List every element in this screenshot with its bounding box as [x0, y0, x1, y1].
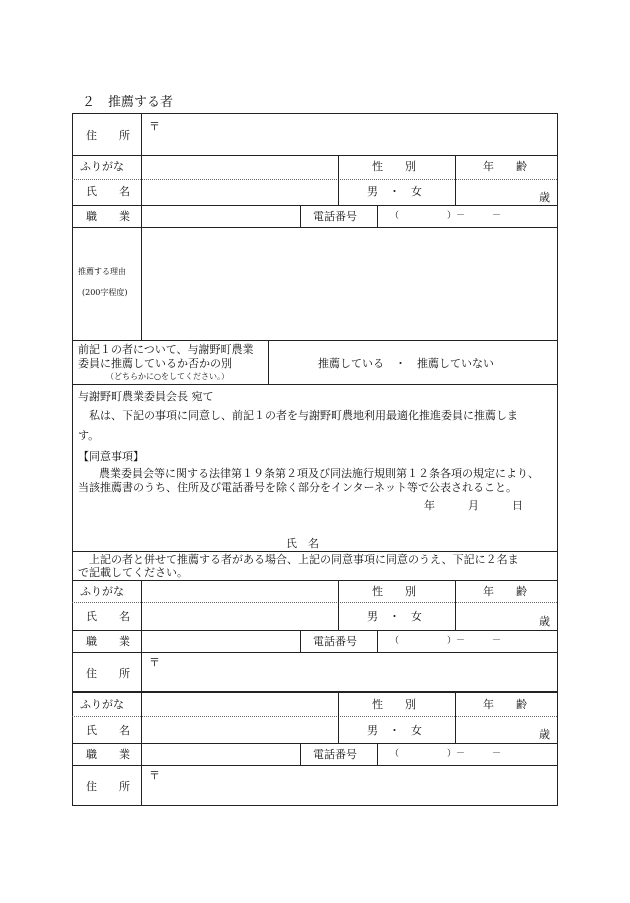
occupation-label: 職 業 — [86, 210, 130, 223]
question-line2: 委員に推薦しているか否かの別 — [78, 357, 232, 370]
phone-label: 電話番号 — [313, 748, 357, 761]
question-note: （どちらかに○をしてください。） — [106, 372, 229, 381]
phone-open: （ — [390, 749, 400, 759]
additional-note-line2: で記載してください。 — [78, 566, 188, 579]
age-label: 年 齢 — [483, 160, 527, 173]
address-field[interactable] — [160, 655, 550, 689]
gender-options[interactable]: 男 ・ 女 — [367, 724, 422, 737]
phone-open: （ — [390, 636, 400, 646]
furigana-label: ふりがな — [80, 698, 124, 711]
consent-line2: 当該推薦書のうち、住所及び電話番号を除く部分をインターネット等で公表されること。 — [78, 481, 518, 494]
occupation-field[interactable] — [143, 632, 299, 651]
recommend-options[interactable]: 推薦している ・ 推薦していない — [318, 357, 494, 370]
address-label: 住 所 — [86, 129, 130, 142]
question-line1: 前記１の者について、与謝野町農業 — [78, 343, 254, 356]
section-title: ２ 推薦する者 — [82, 95, 174, 110]
phone-format[interactable]: ）－ － — [447, 636, 502, 646]
gender-label: 性 別 — [372, 585, 416, 598]
occupation-field[interactable] — [143, 207, 299, 226]
phone-format[interactable]: ）－ － — [447, 211, 502, 221]
addressee: 与謝野町農業委員会長 宛て — [78, 390, 214, 403]
name-field[interactable] — [143, 604, 337, 629]
phone-label: 電話番号 — [313, 210, 357, 223]
statement-line2: す。 — [78, 429, 100, 442]
age-unit: 歳 — [539, 191, 550, 204]
age-label: 年 齢 — [483, 585, 527, 598]
consent-line1: 農業委員会等に関する法律第１９条第２項及び同法施行規則第１２条各項の規定により、 — [99, 467, 539, 480]
consent-heading: 【同意事項】 — [78, 450, 144, 463]
name-label: 氏 名 — [86, 185, 130, 198]
signer-name-label: 氏 名 — [286, 537, 319, 550]
postal-mark: 〒 — [149, 769, 160, 782]
occupation-label: 職 業 — [86, 635, 130, 648]
address-label: 住 所 — [86, 780, 130, 793]
address-field[interactable] — [160, 118, 550, 152]
reason-hint: (200字程度) — [82, 288, 128, 297]
postal-mark: 〒 — [149, 120, 160, 133]
address-label: 住 所 — [86, 667, 130, 680]
occupation-field[interactable] — [143, 745, 299, 764]
address-field[interactable] — [160, 768, 550, 803]
furigana-field[interactable] — [143, 695, 337, 715]
phone-label: 電話番号 — [313, 635, 357, 648]
additional-note-line1: 上記の者と併せて推薦する者がある場合、上記の同意事項に同意のうえ、下記に２名ま — [78, 553, 519, 566]
postal-mark: 〒 — [149, 656, 160, 669]
age-label: 年 齢 — [483, 698, 527, 711]
reason-label: 推薦する理由 — [78, 267, 126, 276]
furigana-field[interactable] — [143, 582, 337, 601]
reason-field[interactable] — [143, 229, 555, 339]
gender-options[interactable]: 男 ・ 女 — [367, 185, 422, 198]
age-unit: 歳 — [539, 728, 550, 741]
signer-name-field[interactable] — [330, 532, 550, 550]
furigana-field[interactable] — [143, 157, 337, 178]
name-field[interactable] — [143, 181, 337, 204]
age-unit: 歳 — [539, 615, 550, 628]
furigana-label: ふりがな — [80, 160, 124, 173]
statement-line1: 私は、下記の事項に同意し、前記１の者を与謝野町農地利用最適化推進委員に推薦しま — [78, 409, 518, 422]
name-label: 氏 名 — [86, 724, 130, 737]
furigana-label: ふりがな — [80, 585, 124, 598]
occupation-label: 職 業 — [86, 748, 130, 761]
phone-format[interactable]: ）－ － — [447, 749, 502, 759]
date-label[interactable]: 年 月 日 — [424, 499, 523, 512]
name-field[interactable] — [143, 718, 337, 742]
phone-open: （ — [390, 211, 400, 221]
gender-options[interactable]: 男 ・ 女 — [367, 610, 422, 623]
gender-label: 性 別 — [372, 160, 416, 173]
name-label: 氏 名 — [86, 610, 130, 623]
gender-label: 性 別 — [372, 698, 416, 711]
